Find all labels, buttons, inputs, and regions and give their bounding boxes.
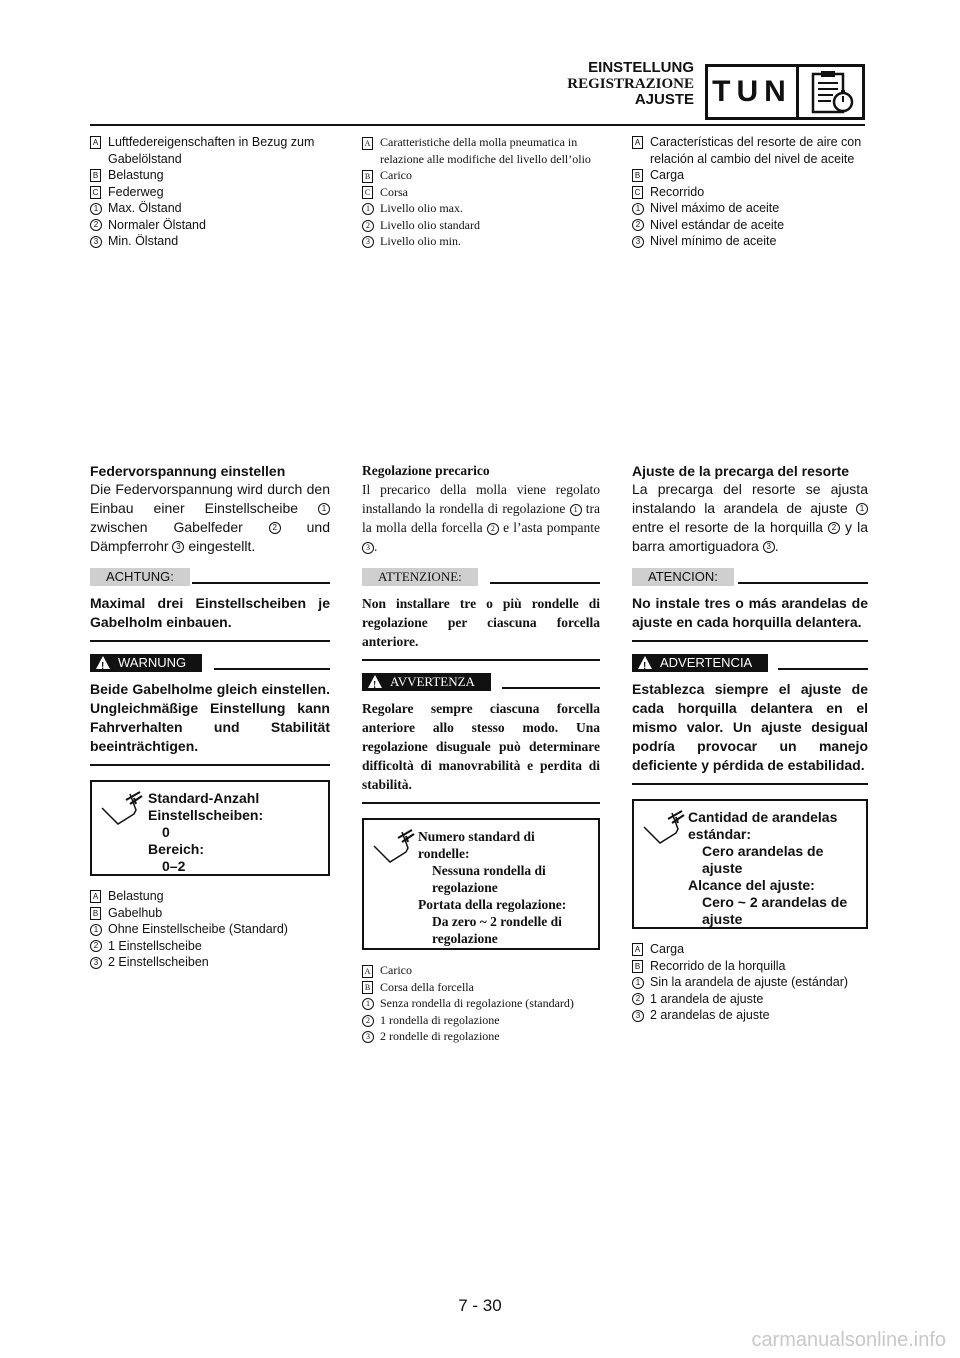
warning-text: Beide Gabelholme gleich einstellen. Ungleichmäßige Einstellung kann Fahrverhalten und Stabilität beeinträchtigen.	[90, 681, 330, 754]
column-spanish-body	[632, 462, 868, 1024]
wrench-icon	[100, 790, 144, 834]
body-paragraph: Il precarico della molla viene regolato installando la rondella di regolazione 1 tra la molla della forcella 2 e l’asta pompante 3 .	[362, 482, 600, 554]
caution-text: No instale tres o más arandelas de ajuste en cada horquilla delantera.	[632, 595, 868, 630]
page-number: 7 - 30	[458, 1296, 502, 1315]
legend-top: A Características del resorte de aire con relación al cambio del nivel de aceite B Carga C Recorrido 1 Nivel máximo de aceite 2 Nivel estándar de aceite 3 Nivel mínimo de aceite	[632, 134, 872, 250]
warning-label: ! AVVERTENZA	[362, 673, 491, 691]
warning-header	[90, 654, 330, 676]
tab-divider	[796, 67, 799, 117]
warning-icon	[368, 675, 382, 688]
caution-text: Non installare tre o più rondelle di regolazione per ciascuna forcella anteriore.	[362, 596, 600, 649]
warning-icon	[638, 656, 652, 669]
section-tab-label: TUN	[712, 75, 792, 108]
title-it: REGISTRAZIONE	[567, 76, 694, 92]
legend-top	[90, 134, 330, 250]
spec-box: Cantidad de arandelas estándar: Cero arandelas de ajuste Alcance del ajuste: Cero ~ 2 arandelas de ajuste	[632, 799, 868, 929]
warning-label: ! WARNUNG	[90, 654, 202, 672]
warning-icon	[96, 656, 110, 669]
section-title: Ajuste de la precarga del resorte	[632, 463, 850, 479]
legend-item: A Luftfedereigenschaften in Bezug zum Gabelölstand	[90, 134, 330, 167]
legend-bottom: A Carico B Corsa della forcella 1 Senza rondella di regolazione (standard) 2 1 rondella di regolazione 3 2 rondelle di regolazione	[362, 962, 600, 1045]
header-titles	[567, 60, 694, 108]
wrench-icon	[642, 809, 686, 853]
caution-header	[362, 568, 600, 590]
warning-text: Establezca siempre el ajuste de cada horquilla delantera en el mismo valor. Un ajuste desigual podría provocar un manejo deficiente y pérdida de estabilidad.	[632, 681, 868, 773]
legend-item: 3 Min. Ölstand	[90, 233, 330, 250]
clipboard-stopwatch-icon	[805, 70, 861, 116]
legend-item: C Federweg	[90, 184, 330, 201]
legend-bottom: A Belastung B Gabelhub 1 Ohne Einstellscheibe (Standard) 2 1 Einstellscheibe 3 2 Einstellscheiben	[90, 888, 330, 971]
legend-bottom: A Carga B Recorrido de la horquilla 1 Sin la arandela de ajuste (estándar) 2 1 arandela de ajuste 3 2 arandelas de ajuste	[632, 941, 868, 1024]
warning-header	[632, 654, 868, 676]
warning-header	[362, 673, 600, 695]
caution-label: ACHTUNG:	[90, 568, 190, 586]
body-paragraph: La precarga del resorte se ajusta instalando la arandela de ajuste 1 entre el resorte de la horquilla 2 y la barra amortiguadora 3 .	[632, 481, 868, 554]
body-paragraph: Die Federvorspannung wird durch den Einbau einer Einstellscheibe 1 zwischen Gabelfeder 2 und Dämpferrohr 3 eingestellt.	[90, 481, 330, 554]
column-italian-body	[362, 462, 600, 1045]
warning-text: Regolare sempre ciascuna forcella anteriore allo stesso modo. Una regolazione disuguale può determinare difficoltà di manovrabilità e perdita di stabilità.	[362, 701, 600, 792]
warning-label: ! ADVERTENCIA	[632, 654, 768, 672]
column-german-body	[90, 462, 330, 971]
wrench-icon	[372, 828, 416, 872]
legend-item: B Belastung	[90, 167, 330, 184]
caution-text: Maximal drei Einstellscheiben je Gabelholm einbauen.	[90, 595, 330, 630]
column-spanish	[632, 134, 872, 250]
legend-item: 1 Max. Ölstand	[90, 200, 330, 217]
header-rule	[90, 124, 865, 126]
caution-header	[90, 568, 330, 590]
title-de: EINSTELLUNG	[588, 59, 694, 76]
caution-label: ATENCION:	[632, 568, 734, 586]
section-title: Regolazione precarico	[362, 463, 490, 478]
title-es: AJUSTE	[634, 91, 694, 108]
section-tab	[705, 64, 865, 120]
legend-top: A Caratteristiche della molla pneumatica in relazione alle modifiche del livello dell’olio B Carico C Corsa 1 Livello olio max. 2 Livello olio standard 3 Livello olio min.	[362, 134, 602, 250]
legend-item: 2 Normaler Ölstand	[90, 217, 330, 234]
section-title: Federvorspannung einstellen	[90, 463, 286, 479]
spec-box: Standard-Anzahl Einstellscheiben: 0 Bereich: 0–2	[90, 780, 330, 876]
caution-label: ATTENZIONE:	[362, 568, 478, 586]
column-italian	[362, 134, 602, 250]
spec-box: Numero standard di rondelle: Nessuna rondella di regolazione Portata della regolazione: Da zero ~ 2 rondelle di regolazione	[362, 818, 600, 950]
column-german	[90, 134, 330, 250]
caution-header	[632, 568, 868, 590]
watermark: carmanualsonline.info	[751, 1329, 946, 1351]
